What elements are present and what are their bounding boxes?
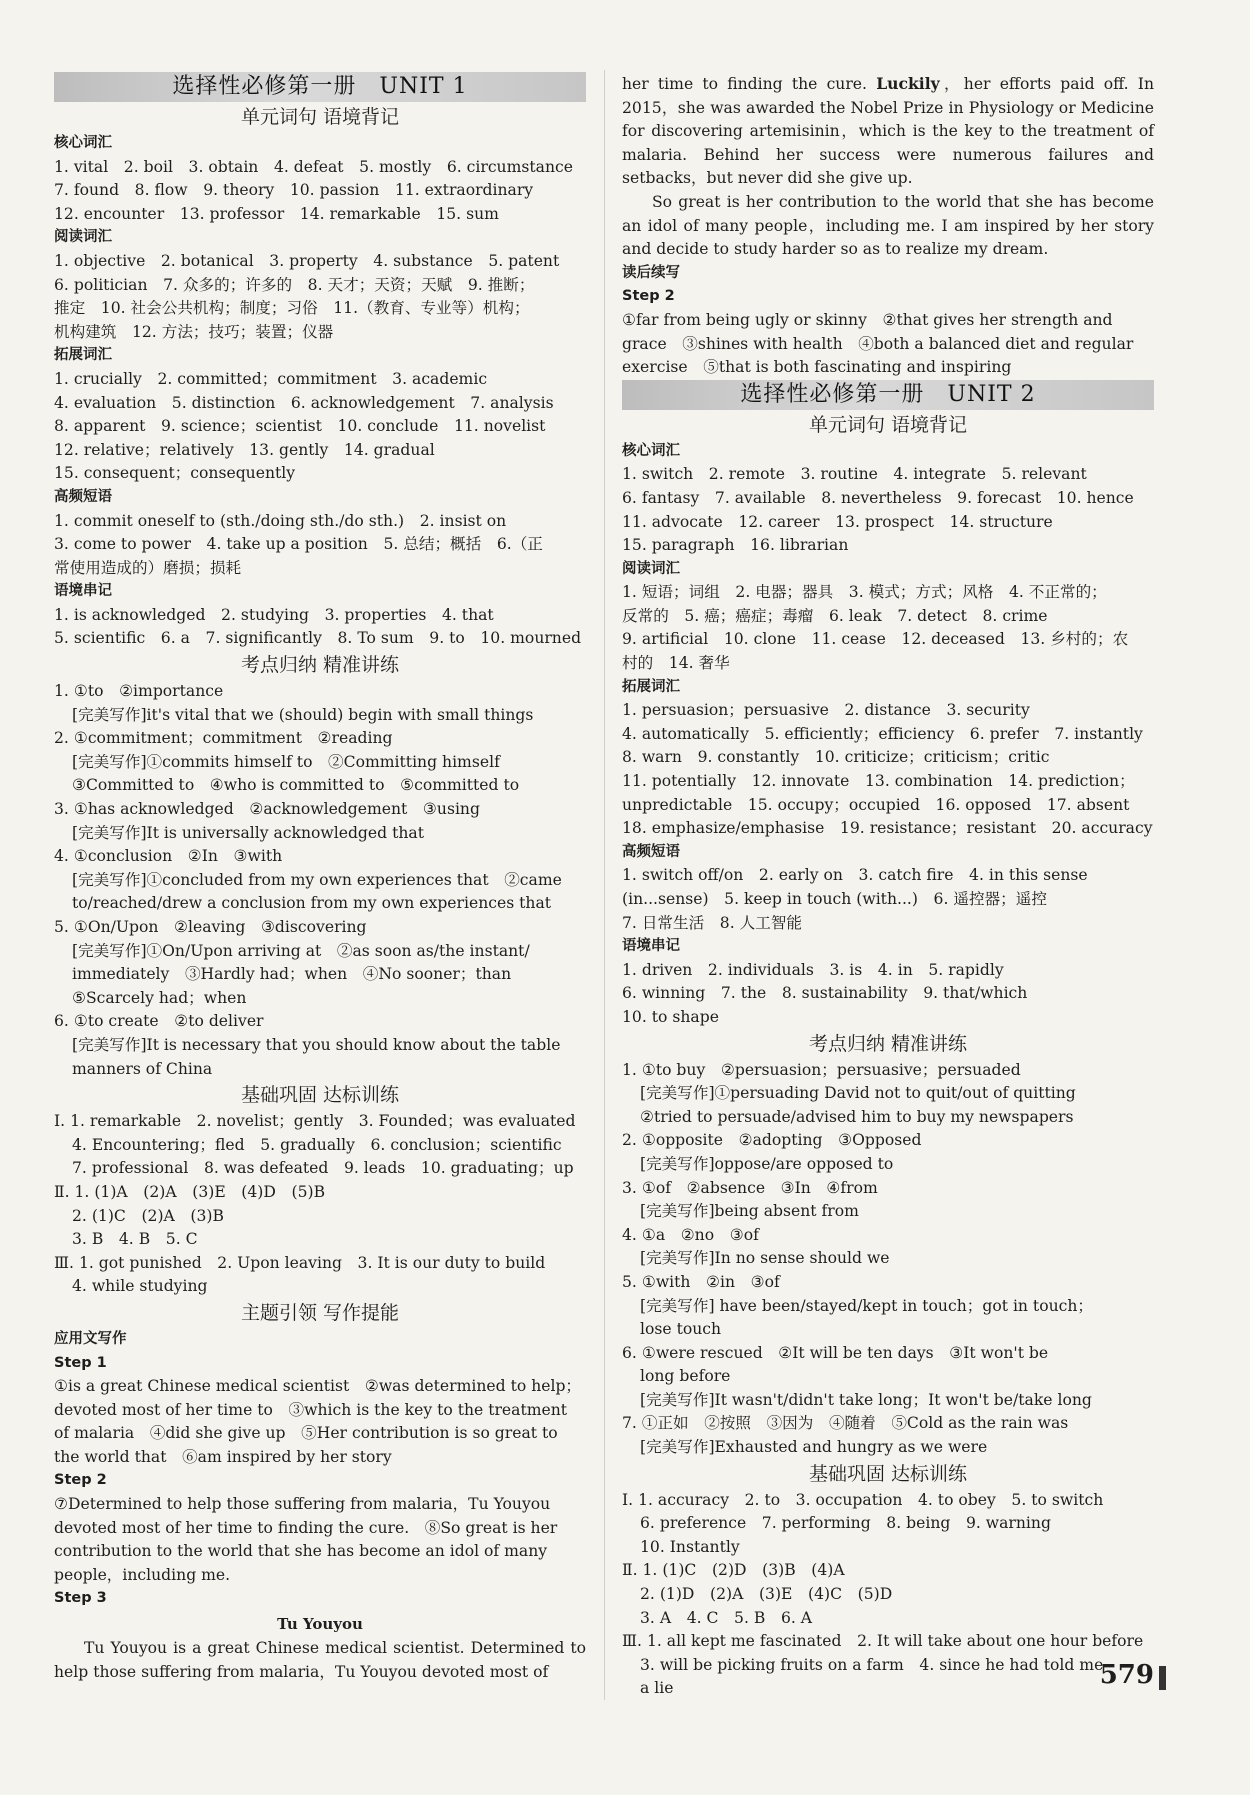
reading-vocab-line: 机构建筑 12. 方法；技巧；装置；仪器 [54,322,334,341]
answer-line: 3. B 4. B 5. C [72,1230,198,1249]
left-column [54,72,586,1684]
answer-line: 3. will be picking fruits on a farm 4. since he had told me [640,1655,1104,1674]
essay-paragraph: So great is her contribution to the world that she has become an idol of many people，including me. I am inspired by her story and decide to study harder so as to realize my dream. [622,192,1154,259]
answer-line: Ⅰ. 1. accuracy 2. to 3. occupation 4. to obey 5. to switch [622,1490,1104,1509]
answer-line: Ⅰ. 1. remarkable 2. novelist；gently 3. Founded；was evaluated [54,1112,576,1131]
context-label: 语境串记 [54,583,112,600]
expand-vocab-line: 8. warn 9. constantly 10. criticize；criticism；critic [622,748,1050,767]
exercise-line: [完美写作]oppose/are opposed to [640,1154,894,1173]
essay-paragraph-cont [622,72,1154,191]
essay-text: her time to finding the cure. [622,75,867,93]
essay-paragraph: Tu Youyou is a great Chinese medical scientist. Determined to help those suffering from malaria，Tu Youyou devoted most of [54,1639,586,1681]
reading-vocab-line: 推定 10. 社会公共机构；制度；习俗 11.（教育、专业等）机构； [54,299,530,318]
exercise-line: [完美写作] have been/stayed/kept in touch；got in touch； [640,1296,1093,1315]
reading-vocab-label: 阅读词汇 [622,560,680,577]
exercise-line: 2. ①commitment；commitment ②reading [54,729,393,748]
step-line: devoted most of her time to ③which is the key to the treatment [54,1400,568,1419]
expand-vocab-label: 拓展词汇 [54,347,112,364]
context-label: 语境串记 [622,938,680,955]
phrase-line: 7. 日常生活 8. 人工智能 [622,913,803,932]
expand-vocab-line: 1. crucially 2. committed；commitment 3. academic [54,369,488,388]
exercise-line: 4. ①conclusion ②In ③with [54,847,283,866]
right-column [622,72,1154,1701]
section-title: 单元词句 语境背记 [240,106,400,128]
answer-line: Ⅲ. 1. all kept me fascinated 2. It will take about one hour before [622,1632,1144,1651]
page-number: 579 [1099,1660,1154,1690]
phrase-line: 3. come to power 4. take up a position 5. 总结；概括 6.（正 [54,535,543,554]
step-line: contribution to the world that she has become an idol of many [54,1542,548,1561]
expand-vocab-line: 8. apparent 9. science；scientist 10. conclude 11. novelist [54,417,546,436]
core-vocab-line: 7. found 8. flow 9. theory 10. passion 11. extraordinary [54,181,534,200]
exercise-line: 2. ①opposite ②adopting ③Opposed [622,1131,922,1150]
phrase-label: 高频短语 [622,843,680,860]
exercise-line: manners of China [72,1059,213,1078]
answer-line: a lie [640,1679,674,1698]
step-label: Step 2 [54,1472,107,1489]
exercise-line: [完美写作]In no sense should we [640,1249,890,1268]
step-line: devoted most of her time to finding the cure. ⑧So great is her [54,1518,558,1537]
section-title: 基础巩固 达标训练 [808,1462,968,1485]
answer-line: 4. Encountering；fled 5. gradually 6. conclusion；scientific [72,1135,562,1154]
answer-line: 10. Instantly [640,1537,740,1556]
answer-line: 7. professional 8. was defeated 9. leads 10. graduating；up [72,1159,574,1178]
exercise-line: 3. ①has acknowledged ②acknowledgement ③using [54,800,480,819]
context-line: 1. is acknowledged 2. studying 3. properties 4. that [54,605,494,624]
core-vocab-label: 核心词汇 [622,442,680,459]
expand-vocab-line: 4. automatically 5. efficiently；efficiency 6. prefer 7. instantly [622,724,1143,743]
core-vocab-line: 1. vital 2. boil 3. obtain 4. defeat 5. mostly 6. circumstance [54,157,573,176]
reading-vocab-line: 1. objective 2. botanical 3. property 4. substance 5. patent [54,251,560,270]
exercise-line: ②tried to persuade/advised him to buy my newspapers [640,1107,1074,1126]
exercise-line: [完美写作]being absent from [640,1202,859,1221]
exercise-line: 1. ①to ②importance [54,682,224,701]
expand-vocab-line: unpredictable 15. occupy；occupied 16. opposed 17. absent [622,795,1130,814]
exercise-line: 5. ①On/Upon ②leaving ③discovering [54,918,367,936]
answer-line: Ⅱ. 1. (1)A (2)A (3)E (4)D (5)B [54,1182,326,1201]
phrase-line: (in...sense) 5. keep in touch (with...) 6. 遥控器；遥控 [622,890,1047,908]
exercise-line: [完美写作]it's vital that we (should) begin with small things [72,705,534,724]
section-title: 单元词句 语境背记 [808,413,968,436]
exercise-line: long before [640,1367,731,1386]
exercise-line: 6. ①were rescued ②It will be ten days ③It won't be [622,1343,1049,1362]
answer-line: Ⅱ. 1. (1)C (2)D (3)B (4)A [622,1561,845,1580]
exercise-line: [完美写作]①persuading David not to quit/out of quitting [640,1084,1076,1103]
reading-vocab-line: 1. 短语；词组 2. 电器；器具 3. 模式；方式；风格 4. 不正常的； [622,583,1107,602]
step-line: ①is a great Chinese medical scientist ②was determined to help； [54,1377,582,1396]
exercise-line: [完美写作]①On/Upon arriving at ②as soon as/the instant/ [72,941,530,960]
step-line: ①far from being ugly or skinny ②that gives her strength and [622,310,1113,329]
core-vocab-label: 核心词汇 [54,135,112,151]
app-writing-label: 应用文写作 [54,1330,127,1347]
column-divider [604,70,605,1700]
step-line: the world that ⑥am inspired by her story [54,1447,392,1466]
exercise-line: ③Committed to ④who is committed to ⑤committed to [72,776,520,795]
essay-bold-word: Luckily [876,74,940,93]
exercise-line: 6. ①to create ②to deliver [54,1012,264,1031]
core-vocab-line: 11. advocate 12. career 13. prospect 14. structure [622,512,1053,531]
exercise-line: immediately ③Hardly had；when ④No sooner；than [72,965,512,984]
exercise-line: [完美写作]It is universally acknowledged that [72,823,424,842]
core-vocab-line: 15. paragraph 16. librarian [622,536,849,555]
phrase-line: 常使用造成的）磨损；损耗 [54,558,242,577]
phrase-label: 高频短语 [54,488,112,505]
answer-line: 6. preference 7. performing 8. being 9. warning [640,1514,1051,1533]
exercise-line: 4. ①a ②no ③of [622,1225,759,1244]
exercise-line: [完美写作]①concluded from my own experiences that ②came [72,870,562,889]
unit-title-band: 选择性必修第一册 UNIT 2 [622,380,1154,410]
answer-line: 4. while studying [72,1277,208,1296]
exercise-line: 7. ①正如 ②按照 ③因为 ④随着 ⑤Cold as the rain was [622,1414,1069,1433]
phrase-line: 1. commit oneself to (sth./doing sth./do sth.) 2. insist on [54,511,507,530]
reading-vocab-line: 6. politician 7. 众多的；许多的 8. 天才；天资；天赋 9. 推断； [54,275,535,294]
page-number-bar [1159,1666,1166,1690]
context-line: 1. driven 2. individuals 3. is 4. in 5. rapidly [622,960,1004,979]
step-label: Step 2 [622,288,675,305]
exercise-line: [完美写作]Exhausted and hungry as we were [640,1438,988,1457]
step-line: people，including me. [54,1565,231,1584]
exercise-line: 1. ①to buy ②persuasion；persuasive；persuaded [622,1060,1021,1079]
answer-line: Ⅲ. 1. got punished 2. Upon leaving 3. It is our duty to build [54,1253,546,1272]
exercise-line: [完美写作]①commits himself to ②Committing himself [72,752,500,771]
step-line: of malaria ④did she give up ⑤Her contribution is so great to [54,1424,558,1443]
exercise-line: 3. ①of ②absence ③In ④from [622,1178,878,1197]
reading-vocab-label: 阅读词汇 [54,229,112,246]
answer-line: 2. (1)C (2)A (3)B [72,1206,224,1225]
expand-vocab-line: 18. emphasize/emphasise 19. resistance；resistant 20. accuracy [622,819,1153,838]
continuation-label: 读后续写 [622,264,680,281]
essay-title: Tu Youyou [277,1615,363,1634]
core-vocab-line: 12. encounter 13. professor 14. remarkable 15. sum [54,204,499,223]
exercise-line: 5. ①with ②in ③of [622,1272,780,1291]
context-line: 5. scientific 6. a 7. significantly 8. To sum 9. to 10. mourned [54,629,582,648]
exercise-line: lose touch [640,1320,722,1339]
core-vocab-line: 6. fantasy 7. available 8. nevertheless 9. forecast 10. hence [622,488,1134,507]
expand-vocab-line: 11. potentially 12. innovate 13. combination 14. prediction； [622,772,1135,791]
answer-line: 3. A 4. C 5. B 6. A [640,1608,813,1627]
section-title: 主题引领 写作提能 [240,1301,400,1324]
exercise-line: [完美写作]It wasn't/didn't take long；It won't be/take long [640,1390,1092,1409]
expand-vocab-line: 15. consequent；consequently [54,464,296,483]
expand-vocab-line: 12. relative；relatively 13. gently 14. gradual [54,440,435,459]
reading-vocab-line: 村的 14. 奢华 [622,654,730,673]
step-line: grace ③shines with health ④both a balanced diet and regular [622,334,1134,353]
context-line: 10. to shape [622,1007,719,1026]
section-title: 考点归纳 精准讲练 [240,654,400,677]
exercise-line: to/reached/drew a conclusion from my own experiences that [72,894,552,913]
step-line: ⑦Determined to help those suffering from malaria，Tu Youyou [54,1495,551,1514]
exercise-line: ⑤Scarcely had；when [72,988,247,1007]
answer-line: 2. (1)D (2)A (3)E (4)C (5)D [640,1585,893,1604]
context-line: 6. winning 7. the 8. sustainability 9. that/which [622,984,1028,1003]
reading-vocab-line: 反常的 5. 癌；癌症；毒瘤 6. leak 7. detect 8. crime [622,606,1048,625]
step-label: Step 3 [54,1590,107,1607]
expand-vocab-line: 4. evaluation 5. distinction 6. acknowledgement 7. analysis [54,393,554,412]
step-label: Step 1 [54,1354,107,1371]
exercise-line: [完美写作]It is necessary that you should know about the table [72,1035,561,1054]
expand-vocab-line: 1. persuasion；persuasive 2. distance 3. security [622,701,1030,720]
essay-text: ，her efforts paid off. In 2015，she was awarded the Nobel Prize in Physiology or Medicine for discovering artemisinin，which is the key to the treatment of malaria. Behind her success were numerous failures and setbacks，but never did she give up. [622,75,1155,188]
section-title: 基础巩固 达标训练 [240,1084,400,1107]
section-title: 考点归纳 精准讲练 [808,1032,968,1055]
core-vocab-line: 1. switch 2. remote 3. routine 4. integrate 5. relevant [622,465,1087,484]
expand-vocab-label: 拓展词汇 [622,678,680,695]
step-line: exercise ⑤that is both fascinating and inspiring [622,358,1012,377]
reading-vocab-line: 9. artificial 10. clone 11. cease 12. deceased 13. 乡村的；农 [622,630,1129,649]
phrase-line: 1. switch off/on 2. early on 3. catch fire 4. in this sense [622,866,1088,885]
unit-title-band: 选择性必修第一册 UNIT 1 [54,72,586,102]
